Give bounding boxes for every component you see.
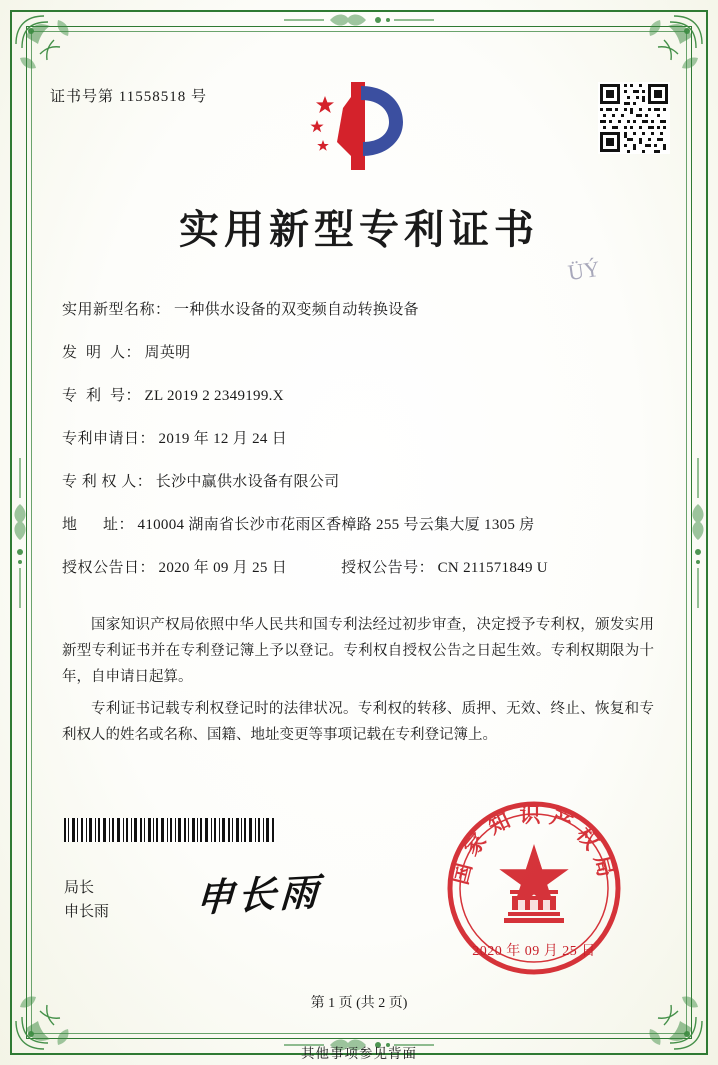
field-value-application-date: 2019 年 12 月 24 日	[158, 431, 288, 447]
field-value-patent-number: ZL 2019 2 2349199.X	[144, 388, 284, 404]
field-row	[62, 386, 658, 407]
field-list	[62, 300, 658, 601]
svg-text:国家知识产权局: 国家知识产权局	[448, 803, 620, 888]
field-label-grant-number: 授权公告号	[341, 560, 419, 576]
page-number: 第 1 页 (共 2 页)	[310, 996, 408, 1011]
signature-block	[64, 876, 109, 924]
field-label: 实用新型名称	[62, 302, 156, 318]
qr-code-icon	[598, 82, 670, 154]
signature-name-label: 申长雨	[64, 904, 110, 920]
field-value-utility-model-name: 一种供水设备的双变频自动转换设备	[174, 302, 419, 318]
field-separator: ：	[125, 388, 141, 404]
handwritten-signature: 申长雨	[194, 871, 323, 921]
field-label-grant-date: 授权公告日	[62, 560, 140, 576]
footer-note: 其他事项参见背面	[301, 1046, 417, 1061]
paragraph-1: 国家知识产权局依照中华人民共和国专利法经过初步审查，决定授予专利权，颁发实用新型专利证书并在专利登记簿上予以登记。专利权自授权公告之日起生效。专利权期限为十年，自申请日起算。	[62, 617, 654, 685]
field-row	[62, 343, 658, 364]
field-label: 地 址	[62, 517, 119, 533]
field-separator: ：	[418, 560, 434, 576]
field-value-patentee: 长沙中赢供水设备有限公司	[155, 474, 340, 490]
cnipa-logo-icon	[303, 78, 415, 174]
field-label: 专利申请日	[62, 431, 140, 447]
edge-ornament-top	[284, 11, 434, 29]
field-value-grant-date: 2020 年 09 月 25 日	[158, 560, 288, 576]
edge-ornament-right	[689, 458, 707, 608]
corner-ornament-top-left	[14, 14, 80, 80]
signature-title-label: 局长	[64, 880, 95, 896]
field-value-inventor: 周英明	[144, 345, 191, 361]
legal-text-block	[62, 612, 654, 754]
field-separator: ：	[118, 517, 134, 533]
field-label: 发 明 人	[62, 345, 126, 361]
field-row-grant	[62, 558, 658, 579]
field-row	[62, 515, 658, 536]
field-separator: ：	[139, 431, 155, 447]
field-row	[62, 429, 658, 450]
field-label: 专 利 权 人	[62, 474, 137, 490]
barcode-icon	[64, 818, 276, 842]
page-title: 实用新型专利证书	[179, 207, 539, 252]
field-separator: ：	[125, 345, 141, 361]
handwritten-annotation: ÜÝ	[566, 255, 602, 286]
seal-date: 2020 年 09 月 25 日	[472, 944, 596, 959]
field-separator: ：	[139, 560, 155, 576]
field-row	[62, 472, 658, 493]
field-separator: ：	[155, 302, 171, 318]
field-value-grant-number: CN 211571849 U	[437, 560, 548, 576]
field-value-address: 410004 湖南省长沙市花雨区香樟路 255 号云集大厦 1305 房	[137, 517, 535, 533]
certificate-number: 证书号第 11558518 号	[50, 89, 207, 105]
paragraph-2: 专利证书记载专利权登记时的法律状况。专利权的转移、质押、无效、终止、恢复和专利权人的姓名或名称、国籍、地址变更等事项记载在专利登记簿上。	[62, 701, 654, 743]
field-label: 专 利 号	[62, 388, 126, 404]
field-separator: ：	[136, 474, 152, 490]
field-row	[62, 300, 658, 321]
edge-ornament-left	[11, 458, 29, 608]
corner-ornament-top-right	[638, 14, 704, 80]
